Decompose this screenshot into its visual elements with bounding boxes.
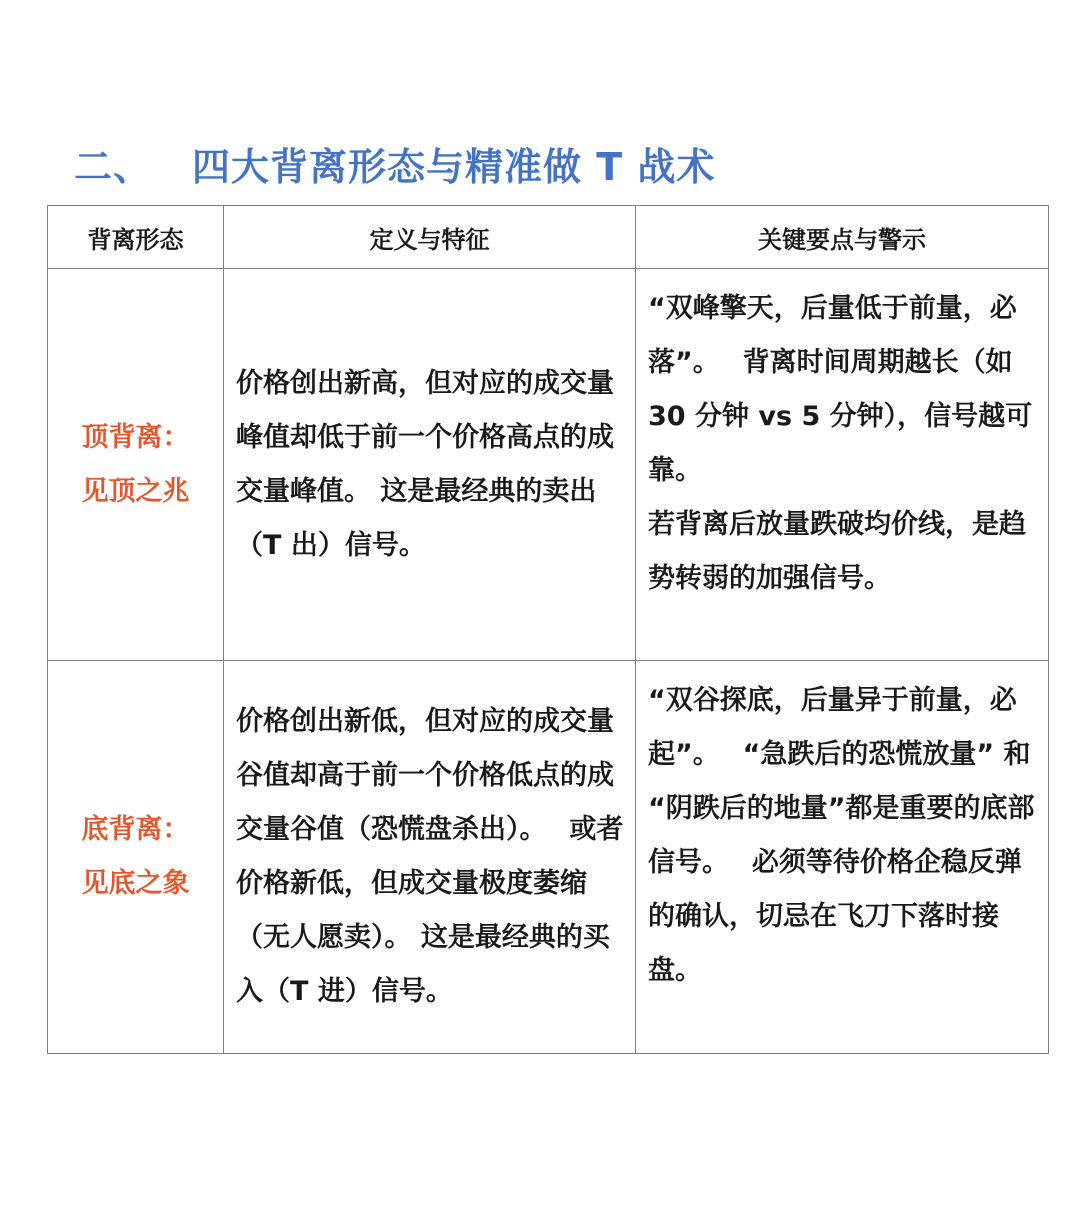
key-points-text: “双峰擎天，后量低于前量，必落”。 背离时间周期越长（如 30 分钟 vs 5 分钟），信号越可靠。 [648, 293, 1033, 486]
form-name: 顶背离： [81, 421, 190, 453]
section-title: 四大背离形态与精准做 T 战术 [192, 145, 716, 189]
table-row [48, 269, 1049, 661]
section-heading [74, 136, 715, 191]
definition-text: 价格创出新低，但对应的成交量谷值却高于前一个价格低点的成交量谷值（恐慌盘杀出）。 或者价格新低，但成交量极度萎缩（无人愿卖）。 这是最经典的买入（T 进）信号。 [236, 706, 624, 1007]
table-row [48, 661, 1049, 1054]
key-points-cell [636, 661, 1049, 1054]
key-points-cell [636, 269, 1049, 661]
header-key-points: 关键要点与警示 [636, 206, 1049, 269]
definition-text: 价格创出新高，但对应的成交量峰值却低于前一个价格高点的成交量峰值。 这是最经典的卖出（T 出）信号。 [236, 367, 614, 561]
form-subtitle: 见顶之兆 [81, 475, 190, 507]
form-subtitle: 见底之象 [81, 868, 190, 899]
definition-cell [224, 269, 636, 661]
form-cell [48, 661, 224, 1054]
table-header-row [48, 206, 1049, 269]
section-number: 二、 [74, 145, 153, 189]
header-definition: 定义与特征 [224, 206, 636, 269]
definition-cell [224, 661, 636, 1054]
form-name: 底背离： [81, 814, 190, 845]
key-points-text-extra: 若背离后放量跌破均价线，是趋势转弱的加强信号。 [648, 509, 1026, 594]
divergence-table [47, 205, 1049, 1054]
form-cell [48, 269, 224, 661]
header-form: 背离形态 [48, 206, 224, 269]
key-points-text: “双谷探底，后量异于前量，必起”。 “急跌后的恐慌放量” 和 “阴跌后的地量”都是重要的底部信号。 必须等待价格企稳反弹的确认，切忌在飞刀下落时接盘。 [648, 685, 1035, 986]
